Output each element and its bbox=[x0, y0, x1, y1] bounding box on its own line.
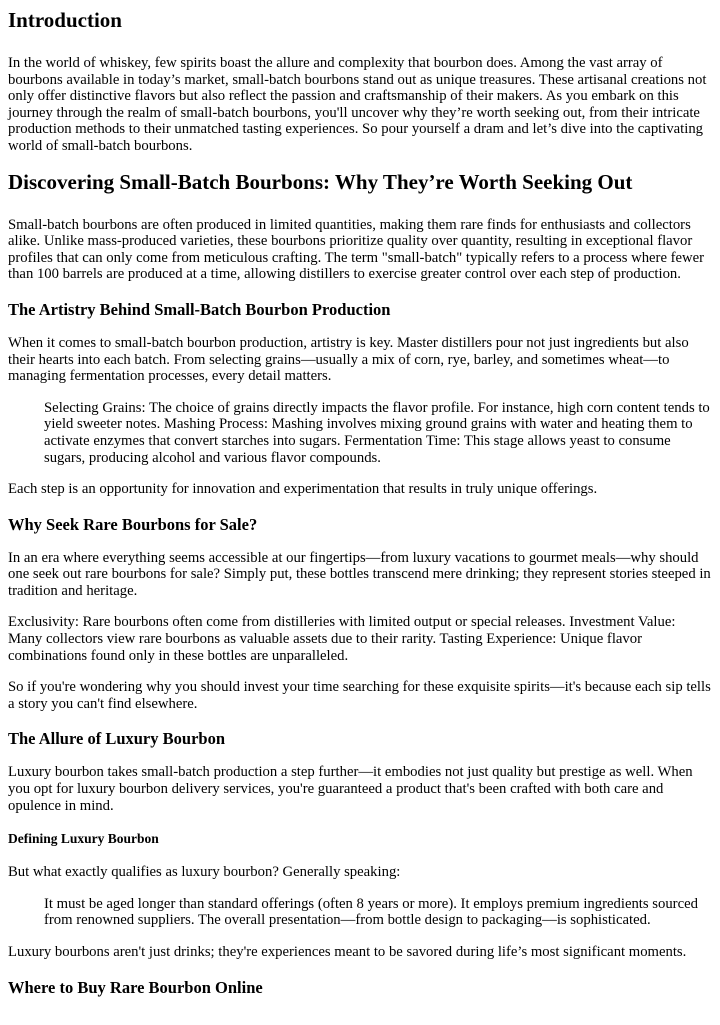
artistry-steps-quote: Selecting Grains: The choice of grains directly impacts the flavor profile. For instance, high corn content tends to yield sweeter notes. Mashing Process: Mashing involves mixing ground grains with water and heating them to activate enzymes that convert starches into sugars. Fermentation Time: This stage allows yeast to consume sugars, producing alcohol and various flavor compounds. bbox=[44, 399, 710, 466]
discovering-paragraph: Small-batch bourbons are often produced in limited quantities, making them rare finds for enthusiasts and collectors alike. Unlike mass-produced varieties, these bourbons prioritize quality over quantity, resulting in exceptional flavor profiles that can only come from meticulous crafting. The term "small-batch" typically refers to a process where fewer than 100 barrels are produced at a time, allowing distillers to exercise greater control over each step of production. bbox=[8, 216, 705, 283]
allure-paragraph: Luxury bourbon takes small-batch production a step further—it embodies not just quality but prestige as well. When you opt for luxury bourbon delivery services, you're guaranteed a product that's been crafted with both care and opulence in mind. bbox=[8, 764, 693, 814]
seek-rare-paragraph-1: In an era where everything seems accessible at our fingertips—from luxury vacations to gourmet meals—why should one seek out rare bourbons for sale? Simply put, these bottles transcend mere drinking; they represent stories steeped in tradition and heritage. bbox=[8, 549, 711, 599]
allure-heading: The Allure of Luxury Bourbon bbox=[8, 729, 225, 749]
seek-rare-paragraph-3: So if you're wondering why you should invest your time searching for these exquisite spirits—it's because each sip tells a story you can't find elsewhere. bbox=[8, 679, 711, 712]
article bbox=[0, 8, 720, 997]
defining-heading: Defining Luxury Bourbon bbox=[8, 831, 159, 847]
where-to-buy-heading: Where to Buy Rare Bourbon Online bbox=[8, 977, 263, 997]
defining-closing: Luxury bourbons aren't just drinks; they're experiences meant to be savored during life’s most significant moments. bbox=[8, 944, 687, 960]
intro-paragraph: In the world of whiskey, few spirits boast the allure and complexity that bourbon does. Among the vast array of bourbons available in today’s market, small-batch bourbons stand out as unique treasures. These artisanal creations not only offer distinctive flavors but also reflect the passion and craftsmanship of their makers. As you embark on this journey through the realm of small-batch bourbons, you'll uncover why they’re worth seeking out, from their intricate production methods to their unmatched tasting experiences. So pour yourself a dram and let’s dive into the captivating world of small-batch bourbons. bbox=[8, 55, 707, 154]
intro-heading: Introduction bbox=[8, 8, 122, 32]
discovering-heading: Discovering Small-Batch Bourbons: Why They’re Worth Seeking Out bbox=[8, 169, 633, 194]
artistry-paragraph: When it comes to small-batch bourbon production, artistry is key. Master distillers pour not just ingredients but also their hearts into each batch. From selecting grains—usually a mix of corn, rye, barley, and sometimes wheat—to managing fermentation processes, every detail matters. bbox=[8, 334, 689, 385]
defining-criteria-quote: It must be aged longer than standard offerings (often 8 years or more). It employs premium ingredients sourced from renowned suppliers. The overall presentation—from bottle design to packaging—is sophisticated. bbox=[44, 895, 698, 929]
seek-rare-paragraph-2: Exclusivity: Rare bourbons often come from distilleries with limited output or special releases. Investment Value: Many collectors view rare bourbons as valuable assets due to their rarity. Tasting Experience: Unique flavor combinations found only in these bottles are unparalleled. bbox=[8, 614, 676, 664]
artistry-heading: The Artistry Behind Small-Batch Bourbon Production bbox=[8, 299, 391, 319]
defining-paragraph: But what exactly qualifies as luxury bourbon? Generally speaking: bbox=[8, 864, 401, 881]
artistry-closing: Each step is an opportunity for innovation and experimentation that results in truly unique offerings. bbox=[8, 481, 598, 498]
seek-rare-heading: Why Seek Rare Bourbons for Sale? bbox=[8, 514, 258, 534]
